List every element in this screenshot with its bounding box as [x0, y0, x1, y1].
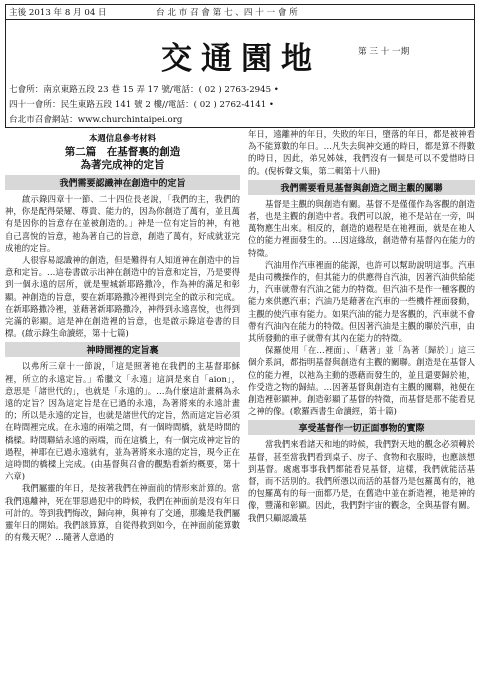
address-line-41: 四十一會所：民生東路五段 141 號 2 樓//電話：( 02 ) 2762-4141 • [9, 100, 274, 110]
band-heading-3: 我們需要看見基督與創造之間主觀的關聯 [248, 180, 475, 195]
paragraph: 人很容易認識神的創造，但是難得有人知道神在創造中的旨意和定旨。…這卷書啟示出神在創造中的旨意和定旨，乃是要得到一個永遠的居所，就是聖城新耶路撒冷，作為神的滿足和彰顯。神創造的旨意，要在新耶路撒冷裡得到完全的啟示和完成。在新耶路撒冷裡，並藉著新耶路撒冷，神得到永遠喜悅，也得到完滿的彰顯。這是神在創造裡的旨意，也是啟示錄這卷書的目標。(啟示錄生命讀經，第十七篇) [5, 255, 240, 339]
issue-number: 第 三 十 一期 [358, 47, 410, 57]
paragraph: 汽油用作汽車裡面的能源，也許可以幫助說明這事。汽車是由司機操作的，但其能力的供應得自汽油，因著汽油供給能力，汽車就帶有汽油之能力的特徵。但汽油不是作一種客觀的能力來供應汽車；汽油乃是藉著在汽車的一些機件裡面發動，主觀的使汽車有能力。如果汽油的能力是客觀的，汽車就不會帶有汽油內在能力的特徵。但因著汽油是主觀的聯於汽車，由其所發動的車子就帶有其內在能力的特徵。 [248, 259, 475, 344]
section-title-1: 第二篇 在基督裏的創造 [64, 146, 181, 158]
paragraph: 啟示錄四章十一節、二十四位長老說，「我們的主，我們的神，你是配得榮耀、尊貴、能力的，因為你創造了萬有，並且萬有是因你的旨意存在並被創造的。」神是一位有定旨的神，有祂自己喜悅的旨意，祂為著自己的旨意，創造了萬有，好成就並完成祂的定旨。 [5, 194, 240, 253]
paragraph: 我們屬靈的年日，是按著我們在神面前的情形來計算的。當我們遠離神，死在罪惡過犯中的時候，我們在神面前是沒有年日可計的。等到我們悔改，歸向神，與神有了交通，那纔是我們屬靈年日的開始。我們該算算，自從得救到如今，在神面前能算數的有幾天呢？…隨著人意過的 [5, 483, 240, 543]
paragraph: 以弗所三章十一節說，「這是照著祂在我們的主基督耶穌裡，所立的永遠定旨。」希臘文「永遠」這詞是來自「aion」，意思是「諸世代的」，也就是「永遠的」。…為什麼這計畫稱為永遠的定旨？因為這定旨是在已過的永遠，為著將來的永遠計畫的；所以是永遠的定旨，也就是諸世代的定旨，然而這定旨必須在時間裡完成。在永遠的兩端之間，有一個時間橋，就是時間的橋樑。時間聯結永遠的兩端，而在這橋上，有一個完成神定旨的過程，神耶在已過永遠就有，並為著將來永遠的定旨，現今正在這時間的橋樑上完成。(由基督與召會的觀點看新約概要，第十六章) [5, 361, 240, 482]
paragraph: 年日，遠離神的年日，失敗的年日，墮落的年日，都是被神看為不能算數的年日。…凡失去與神交通的時日，都是算不得數的時日，因此，弟兄姊妹，我們沒有一個是可以不愛惜時日的。(倪柝聲文集，第二輯第十八冊) [248, 129, 475, 176]
website-line: 台北市召會網站：www.churchintaipei.org [9, 115, 183, 125]
paragraph: 保羅使用「在…裡面」、「藉著」並「為著〔歸於〕」這三個介系詞，都指明基督與創造有主觀的關聯。創造是在基督人位的能力裡，以祂為主動的憑藉而發生的，並且還要歸於祂，作受造之物的歸結。…因著基督與創造有主觀的關聯，祂便在創造裡彰顯神。創造彰顯了基督的特徵，而基督是那不能看見之神的像。(歌羅西書生命讀經，第十篇) [248, 345, 475, 417]
right-column [248, 128, 475, 524]
church-name: 台 北 市 召 會 第 七 、四 十 一 會 所 [156, 8, 298, 18]
issue-date: 主後 2013 年 8 月 04 日 [9, 8, 107, 18]
reference-heading: 本週信息參考材料 [89, 133, 156, 143]
paragraph: 基督是主觀的與創造有關。基督不是僅僅作為客觀的創造者，也是主觀的創造中者。我們可以說，祂不是站在一旁，叫萬物應生出來。相反的，創造的過程是在祂裡面，就是在祂人位的能力裡面發生的。…因這緣故，創造帶有基督內在能力的特徵。 [248, 198, 475, 258]
masthead-rule [6, 19, 474, 20]
address-line-7: 七會所：南京東路五段 23 巷 15 弄 17 號/電話：( 02 ) 2763-2945 • [9, 85, 279, 95]
section-title-2: 為著完成神的定旨 [80, 159, 165, 171]
masthead [5, 4, 475, 128]
left-column [5, 128, 240, 543]
band-heading-2: 神時間裡的定旨裏 [5, 342, 240, 357]
paragraph: 當我們來看諸天和地的時候，我們對天地的觀念必須轉於基督，甚至當我們看到桌子、房子、食物和衣服時，也應該想到基督。處處事事我們都能看見基督，這樣，我們就能活基督，而不活別的。我們所憑以而活的基督乃是包羅萬有的，祂的包羅萬有的每一面都乃是，在舊造中並在新造裡，祂是神的像，豐滿和彰顯。因此，我們對宇宙的觀念，全與基督有關。我們只顧認識基 [248, 439, 475, 523]
newsletter-title: 交通園地 [161, 41, 321, 77]
band-heading-1: 我們需要認識神在創造中的定旨 [5, 175, 240, 190]
band-heading-4: 享受基督作一切正面事物的實際 [248, 420, 475, 435]
